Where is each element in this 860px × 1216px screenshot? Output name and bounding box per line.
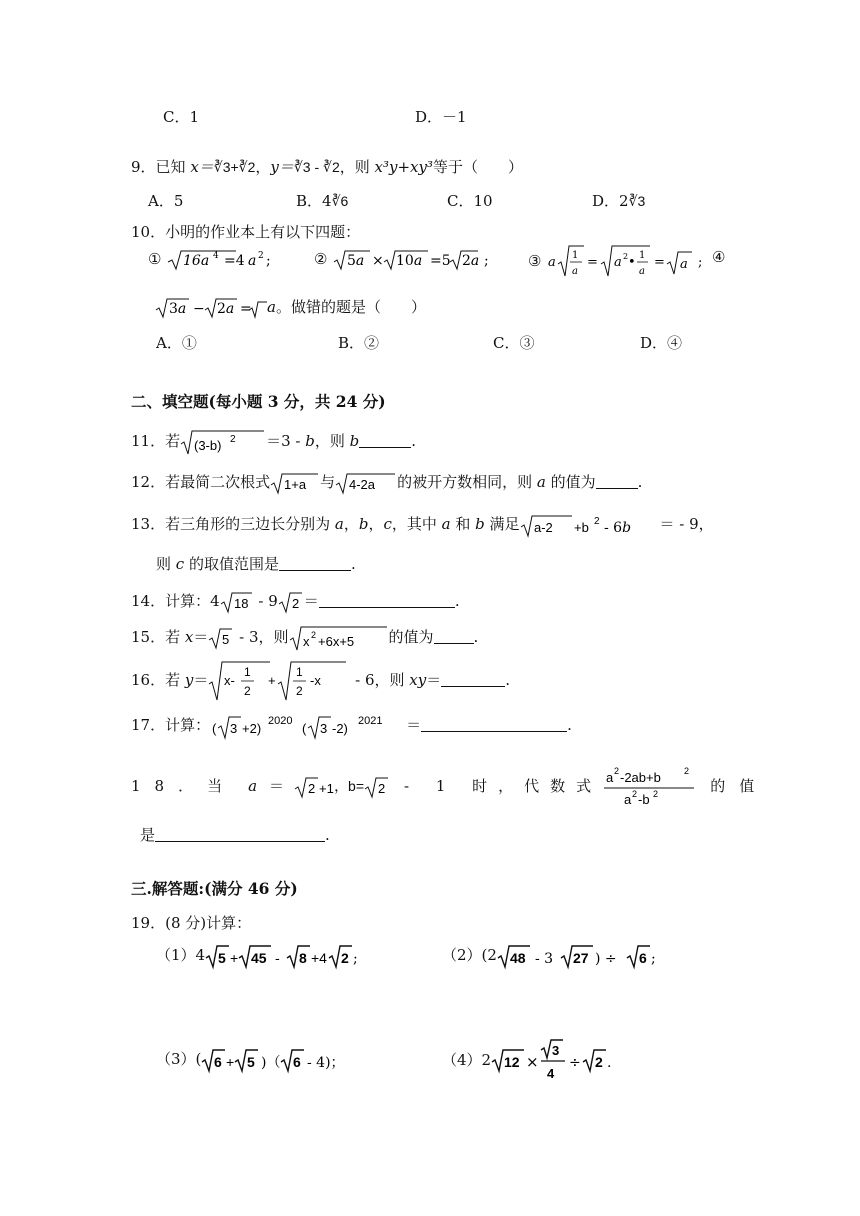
svg-text:4: 4 bbox=[213, 251, 219, 261]
q15-blank[interactable] bbox=[434, 629, 474, 644]
svg-text:3a: 3a bbox=[169, 301, 187, 317]
svg-text:2a: 2a bbox=[462, 253, 480, 269]
svg-text:=5: =5 bbox=[430, 253, 451, 269]
expr-x3y-xy3: x³y+xy³ bbox=[374, 158, 433, 176]
svg-text:+: + bbox=[268, 673, 276, 688]
svg-text:-2): -2) bbox=[332, 721, 348, 736]
svg-text:2a: 2a bbox=[217, 301, 235, 317]
svg-text:1: 1 bbox=[572, 250, 579, 261]
question-19-stem: 19．(8 分)计算： bbox=[131, 914, 252, 932]
svg-text:2020: 2020 bbox=[268, 715, 293, 727]
svg-text:a: a bbox=[248, 253, 257, 269]
sqrt2-b bbox=[364, 775, 390, 799]
expr-sqrt3-plus-2-pow-2020-times-sqrt3-minus-2-pow-2021 bbox=[210, 712, 406, 740]
svg-text:a: a bbox=[624, 792, 632, 807]
sqrt-x-minus-half-plus-sqrt-half-minus-x bbox=[208, 660, 350, 702]
svg-text:5a: 5a bbox=[347, 253, 365, 269]
q8-option-c: C．1 bbox=[163, 108, 200, 126]
svg-text:2: 2 bbox=[258, 251, 264, 261]
svg-text:2: 2 bbox=[632, 789, 638, 799]
svg-text:3: 3 bbox=[320, 721, 328, 736]
svg-text:6: 6 bbox=[214, 1054, 223, 1070]
svg-text:-2ab+b: -2ab+b bbox=[620, 770, 662, 785]
q10-item-1: ① 16a 4 =4 a 2 ; bbox=[148, 248, 276, 272]
q16-blank[interactable] bbox=[441, 672, 505, 687]
svg-text:2: 2 bbox=[310, 630, 316, 640]
section-2-title: 二、填空题(每小题 3 分，共 24 分) bbox=[131, 392, 386, 411]
question-18-line-2: 是 . bbox=[140, 826, 330, 844]
svg-text:=: = bbox=[654, 255, 666, 270]
svg-text:+1: +1 bbox=[319, 781, 334, 796]
svg-text:1: 1 bbox=[639, 250, 646, 261]
svg-text:+b: +b bbox=[573, 520, 589, 535]
svg-text:2: 2 bbox=[308, 781, 316, 796]
q17-blank[interactable] bbox=[421, 717, 567, 732]
q9-option-c: C．10 bbox=[447, 192, 493, 210]
svg-text:3: 3 bbox=[552, 1043, 560, 1058]
svg-text:) ÷: ) ÷ bbox=[594, 951, 617, 967]
svg-text:a: a bbox=[606, 770, 614, 785]
q10-item-4-mark: ④ bbox=[712, 248, 726, 266]
svg-text:5: 5 bbox=[222, 632, 230, 647]
svg-text:- 6b: - 6b bbox=[603, 520, 631, 536]
cuberoot3-minus-cuberoot2: ∛3 - ∛2 bbox=[293, 159, 340, 175]
svg-text:a: a bbox=[614, 255, 622, 270]
question-17: 17．计算： ( 3 +2) 2020 ( 3 -2) 2021 ＝ . bbox=[131, 712, 572, 740]
svg-text:x-: x- bbox=[224, 673, 236, 688]
svg-text:27: 27 bbox=[572, 950, 589, 966]
svg-text:2: 2 bbox=[378, 781, 386, 796]
svg-text:1: 1 bbox=[244, 665, 252, 679]
q10-item-4: 3a − 2a = a。做错的题是（ ） bbox=[155, 296, 426, 320]
cuberoot3-plus-cuberoot2: ∛3+∛2 bbox=[213, 159, 256, 175]
sqrt-a-minus-2-plus-b2-minus-6b bbox=[520, 512, 660, 538]
q19-part-4: （4）2 12 × 3 4 ÷ 2 . bbox=[442, 1038, 631, 1084]
sqrt-2 bbox=[278, 590, 304, 614]
svg-text:a: a bbox=[572, 266, 579, 277]
question-10-stem: 10．小明的作业本上有以下四题： bbox=[131, 223, 361, 241]
q10-option-b: B．② bbox=[338, 334, 380, 352]
svg-text:(: ( bbox=[212, 721, 217, 736]
question-13: 13．若三角形的三边长分别为 a，b，c，其中 a 和 b 满足 a-2 +b 2 - 6b ＝ - 9， bbox=[131, 512, 714, 538]
svg-text:-: - bbox=[275, 951, 280, 967]
q18-blank[interactable] bbox=[155, 827, 325, 842]
q13-blank[interactable] bbox=[279, 556, 351, 571]
q19-part-1: （1）4 5 + 45 - 8 +4 2 ; bbox=[156, 946, 358, 967]
svg-text:=: = bbox=[240, 301, 252, 317]
svg-text:6: 6 bbox=[638, 950, 647, 966]
question-12: 12．若最简二次根式 1+a 与 4-2a 的被开方数相同，则 a 的值为 . bbox=[131, 471, 642, 495]
fraction-a2-minus-2ab-plus-b2-over-a2-minus-b2 bbox=[602, 764, 698, 810]
svg-text:a: a bbox=[680, 257, 688, 272]
svg-text:2: 2 bbox=[623, 252, 629, 261]
svg-text:×: × bbox=[526, 1053, 539, 1071]
question-13-line-2: 则 c 的取值范围是 . bbox=[156, 555, 356, 573]
question-9: 9．已知 x＝∛3+∛2，y＝∛3 - ∛2，则 x³y+xy³等于（ ） bbox=[131, 158, 523, 176]
svg-text:2: 2 bbox=[593, 516, 600, 527]
question-16: 16．若 y＝ x- 1 2 + 1 2 -x - 6，则 xy＝ . bbox=[131, 660, 510, 702]
q19-part-3: （3）( 6 + 5 )（ 6 - 4)； bbox=[156, 1050, 345, 1071]
svg-text:a: a bbox=[548, 255, 556, 270]
svg-text:−: − bbox=[193, 301, 205, 317]
svg-text:•: • bbox=[628, 255, 636, 270]
svg-text:3: 3 bbox=[230, 721, 238, 736]
svg-text:+: + bbox=[230, 950, 239, 966]
svg-text:1: 1 bbox=[296, 665, 304, 679]
sqrt-18 bbox=[220, 590, 254, 614]
svg-text:2: 2 bbox=[296, 684, 304, 698]
svg-text:.: . bbox=[607, 1055, 612, 1071]
question-14: 14．计算：4 18 - 9 2 ＝ . bbox=[131, 590, 460, 614]
svg-text:4: 4 bbox=[547, 1066, 555, 1081]
svg-text:1+a: 1+a bbox=[284, 477, 307, 492]
svg-text:- 4)；: - 4)； bbox=[307, 1055, 345, 1071]
q10-option-d: D．④ bbox=[640, 334, 683, 352]
svg-text:6: 6 bbox=[293, 1054, 302, 1070]
sqrt2-plus-1 bbox=[294, 775, 334, 799]
section-3-title: 三.解答题:(满分 46 分) bbox=[131, 879, 298, 898]
q11-blank[interactable] bbox=[359, 433, 411, 448]
svg-text:×: × bbox=[372, 253, 384, 269]
q9-option-a: A．5 bbox=[148, 192, 184, 210]
sqrt5a-times-sqrt10a bbox=[332, 248, 492, 272]
svg-text:2: 2 bbox=[595, 1054, 603, 1070]
q8-option-d: D．－1 bbox=[415, 108, 467, 126]
svg-text:2021: 2021 bbox=[358, 715, 383, 727]
svg-text:+2): +2) bbox=[242, 721, 262, 736]
svg-text:+: + bbox=[226, 1054, 235, 1070]
svg-text:(3-b): (3-b) bbox=[194, 438, 222, 453]
svg-text:2: 2 bbox=[341, 950, 349, 966]
svg-text:-b: -b bbox=[638, 792, 650, 807]
svg-text:- 3: - 3 bbox=[534, 951, 554, 967]
svg-text:+6x+5: +6x+5 bbox=[317, 634, 354, 649]
question-15: 15．若 x＝ 5 - 3，则 x 2 +6x+5 的值为 . bbox=[131, 624, 478, 652]
question-11: 11．若 (3-b) 2 ＝3 - b，则 b . bbox=[131, 428, 416, 456]
question-18: 18．当 a ＝ 2 +1 ，b= 2 - 1 时，代数式 a 2 -2ab+b 2 a 2 -b 2 的值 bbox=[131, 764, 768, 810]
sqrt3a-minus-sqrt2a bbox=[155, 296, 267, 320]
svg-text:2: 2 bbox=[291, 596, 300, 611]
svg-text:2: 2 bbox=[244, 684, 252, 698]
svg-text:+4: +4 bbox=[311, 950, 328, 966]
sqrt-16a4-eq-4a2 bbox=[166, 248, 276, 272]
svg-text:16a: 16a bbox=[183, 253, 210, 269]
svg-text:;: ; bbox=[698, 255, 703, 270]
svg-text:;: ; bbox=[484, 253, 489, 269]
svg-text:;: ; bbox=[650, 951, 656, 967]
q10-option-a: A．① bbox=[156, 334, 197, 352]
sqrt-5 bbox=[208, 626, 234, 650]
q19-part-2: （2）(2 48 - 3 27 ) ÷ 6 ; bbox=[442, 946, 656, 967]
svg-text:a: a bbox=[639, 266, 646, 277]
q14-blank[interactable] bbox=[319, 593, 455, 608]
sqrt-4-minus-2a bbox=[335, 471, 397, 495]
svg-text:=: = bbox=[587, 255, 599, 270]
svg-text:10a: 10a bbox=[396, 253, 423, 269]
svg-text:45: 45 bbox=[251, 950, 267, 966]
svg-text:8: 8 bbox=[299, 950, 307, 966]
q9-option-d: D．2∛3 bbox=[592, 192, 646, 210]
svg-text:)（: )（ bbox=[261, 1055, 281, 1071]
svg-text:5: 5 bbox=[218, 950, 226, 966]
svg-text:x: x bbox=[302, 634, 309, 649]
svg-text:;: ; bbox=[353, 951, 358, 967]
svg-text:18: 18 bbox=[233, 596, 249, 611]
sqrt-3-minus-b-squared bbox=[180, 428, 266, 456]
q9-option-b: B．4∛6 bbox=[296, 192, 349, 210]
svg-text:-x: -x bbox=[310, 673, 322, 688]
q10-item-3: ③ a 1 a = a 2 • 1 a = a ; bbox=[528, 244, 716, 280]
sqrt-x2-plus-6x-plus-5 bbox=[289, 624, 389, 652]
svg-text:÷: ÷ bbox=[569, 1055, 581, 1071]
a-sqrt-1-over-a bbox=[546, 244, 716, 280]
svg-text:=4: =4 bbox=[224, 253, 245, 269]
q12-blank[interactable] bbox=[596, 474, 638, 489]
svg-text:;: ; bbox=[266, 253, 271, 269]
svg-text:2: 2 bbox=[230, 434, 236, 445]
q10-item-2: ② 5a × 10a =5 2a ; bbox=[314, 248, 492, 272]
svg-text:12: 12 bbox=[504, 1054, 520, 1070]
svg-text:a-2: a-2 bbox=[533, 520, 553, 535]
svg-text:2: 2 bbox=[614, 766, 620, 776]
svg-text:4-2a: 4-2a bbox=[349, 477, 376, 492]
svg-text:48: 48 bbox=[509, 950, 526, 966]
sqrt-1-plus-a bbox=[270, 471, 320, 495]
svg-text:(: ( bbox=[302, 721, 307, 736]
svg-text:5: 5 bbox=[247, 1054, 256, 1070]
svg-text:2: 2 bbox=[684, 766, 690, 776]
svg-text:2: 2 bbox=[653, 789, 659, 799]
q10-option-c: C．③ bbox=[493, 334, 535, 352]
